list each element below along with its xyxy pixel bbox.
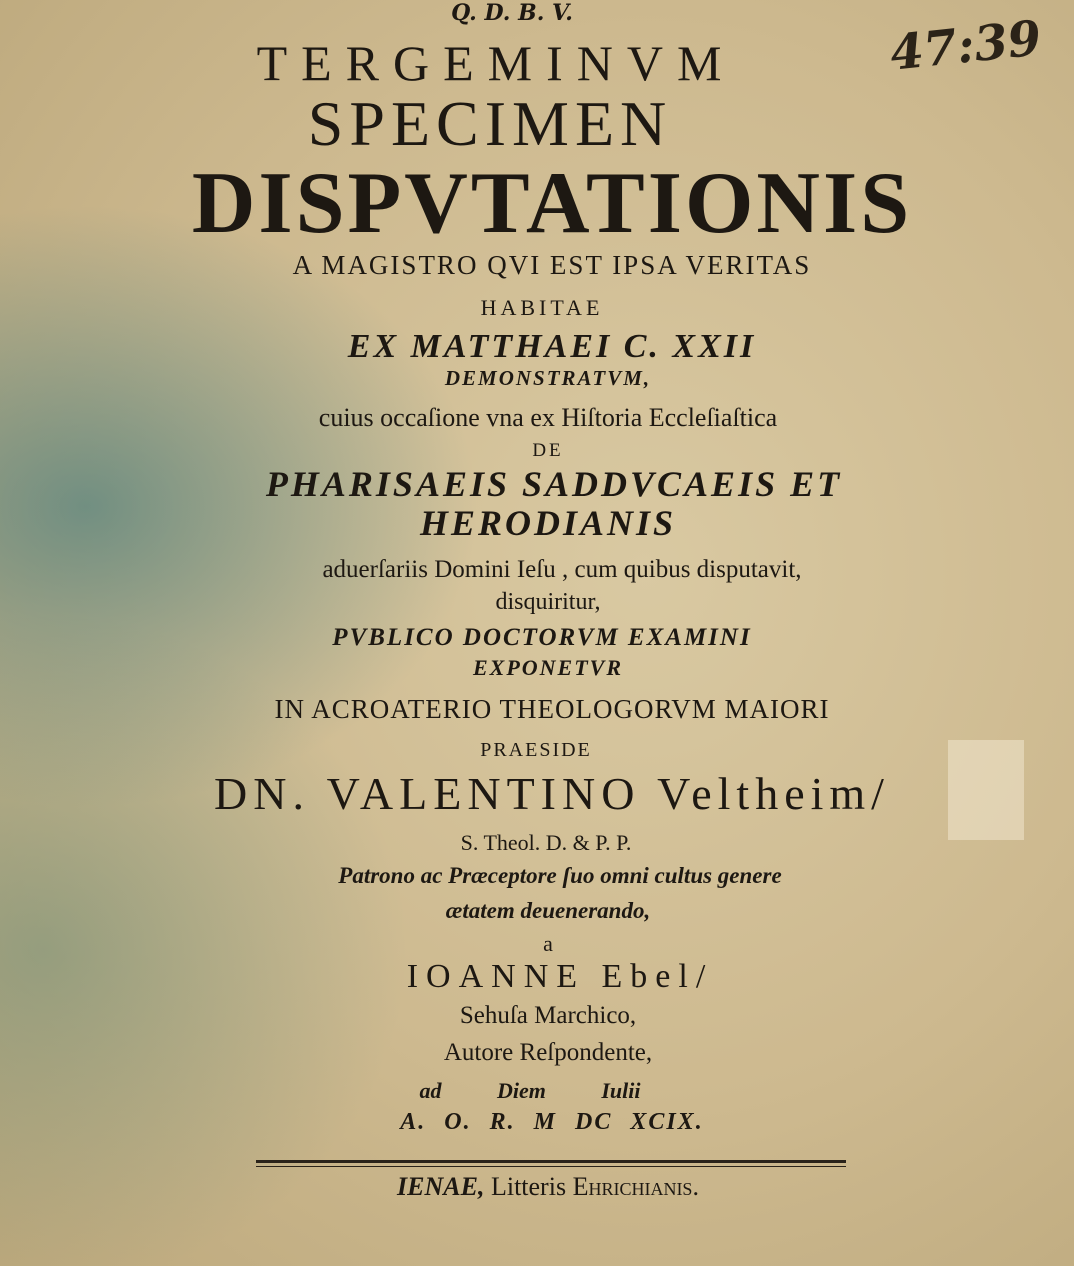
handwritten-shelfmark: 47:39: [887, 10, 1044, 82]
matthaei-line: EX MATTHAEI C. XXII: [347, 328, 757, 365]
imprint-printer: Ehrichianis.: [572, 1172, 699, 1201]
acroaterio-line: IN ACROATERIO THEOLOGORVM MAIORI: [274, 694, 830, 724]
title-line-2: SPECIMEN: [307, 88, 673, 159]
imprint-rule-thin: [256, 1166, 846, 1167]
praeses-title: S. Theol. D. & P. P.: [460, 830, 632, 855]
demonstratum-line: DEMONSTRATVM,: [444, 366, 652, 390]
pharisaeis-line: PHARISAEIS SADDVCAEIS ET: [265, 464, 843, 504]
occasione-line: cuius occaſione vna ex Hiſtoria Eccleſiaſtica: [318, 403, 778, 432]
paper-patch: [948, 740, 1024, 840]
praeses-name: DN. VALENTINO Veltheim/: [214, 768, 890, 819]
autore-line: Autore Reſpondente,: [443, 1039, 653, 1066]
subtitle-line: A MAGISTRO QVI EST IPSA VERITAS: [292, 250, 812, 280]
publico-line: PVBLICO DOCTORVM EXAMINI: [332, 624, 752, 651]
exponetur-line: EXPONETVR: [472, 655, 624, 680]
aduersariis-line: aduerſariis Domini Ieſu , cum quibus disputavit,: [322, 556, 802, 583]
date-line: ad Diem Iulii: [419, 1078, 641, 1103]
de-line: DE: [532, 440, 564, 461]
disquiritur-line: disquiritur,: [495, 589, 601, 615]
habitae-line: HABITAE: [480, 295, 604, 320]
year-line: A. O. R. M DC XCIX.: [400, 1109, 704, 1135]
motto: Q. D. B. V.: [451, 0, 573, 26]
respondent-name: IOANNE Ebel/: [406, 958, 714, 995]
praeside-line: PRAESIDE: [480, 739, 592, 761]
title-line-1: TERGEMINVM: [256, 35, 736, 91]
aetatem-line: ætatem deuenerando,: [445, 898, 651, 923]
origin-line: Sehuſa Marchico,: [459, 1002, 637, 1029]
a-line: a: [543, 931, 553, 956]
imprint-place: IENAE,: [397, 1172, 485, 1201]
imprint: [36, 1174, 1060, 1200]
patrono-line: Patrono ac Præceptore ſuo omni cultus genere: [338, 863, 782, 888]
imprint-text: Litteris: [490, 1172, 567, 1201]
imprint-rule: [256, 1160, 846, 1163]
title-line-3: DISPVTATIONIS: [191, 155, 913, 252]
herodianis-line: HERODIANIS: [419, 503, 677, 543]
